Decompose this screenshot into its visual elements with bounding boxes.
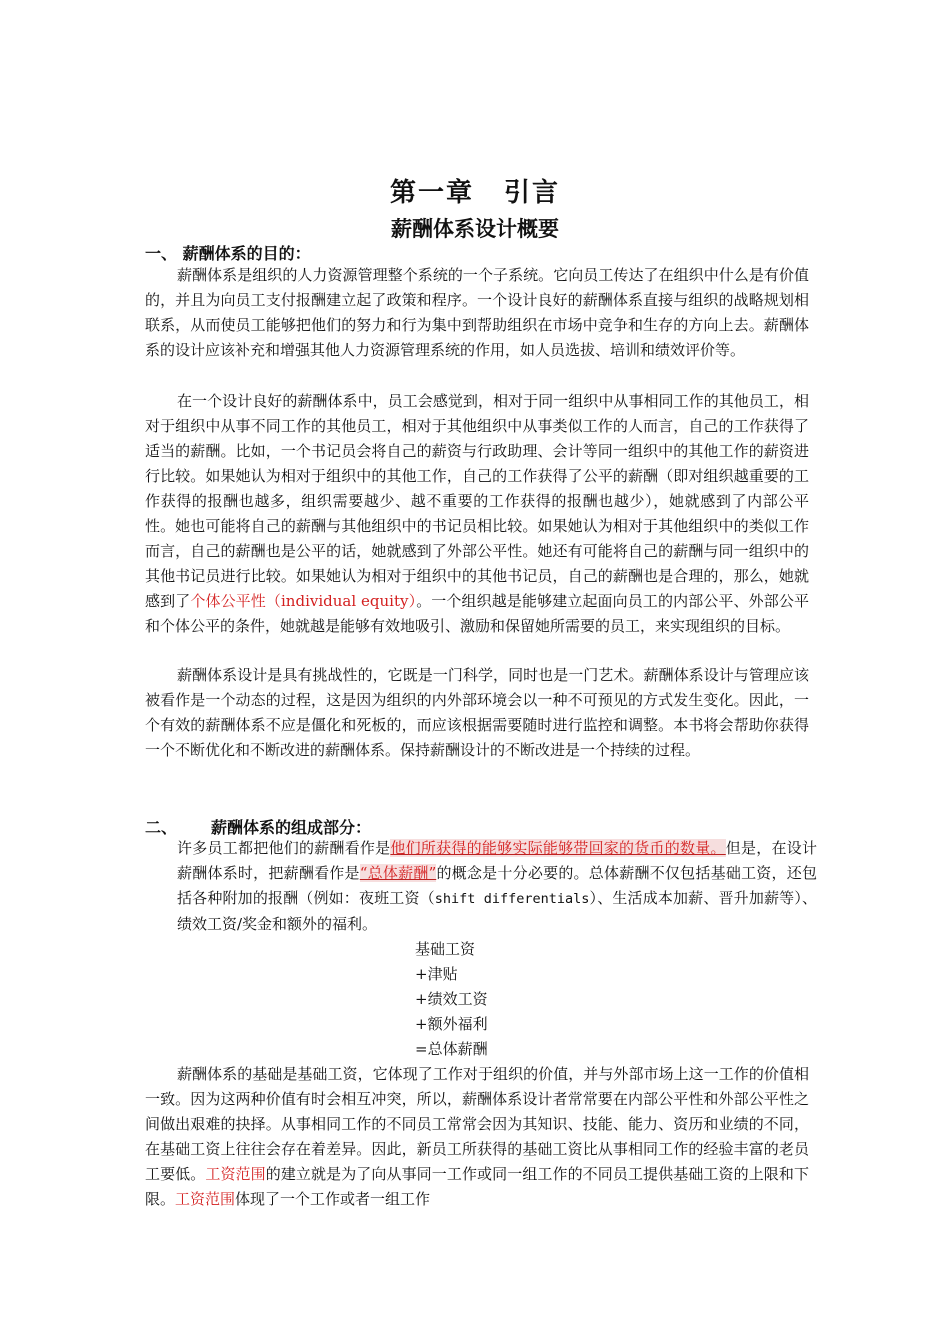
section-number-1: 一、 xyxy=(145,244,178,263)
paragraph-5-text-b: 的建立就是为了向从事同一工作或同一组工作的不同员工提供基础工资的上限和下限。 xyxy=(145,1165,809,1208)
total-compensation-highlight: “总体薪酬” xyxy=(359,864,437,882)
section-heading-2 xyxy=(145,815,371,838)
section-title-1: 薪酬体系的目的： xyxy=(182,244,311,263)
paragraph-4-text-d: ）、生活成本加薪、晋升加薪等）、绩效工资/奖金和额外的福利。 xyxy=(177,889,817,933)
total-compensation-formula xyxy=(415,937,488,1062)
paragraph-4 xyxy=(177,836,817,937)
formula-line: +额外福利 xyxy=(415,1015,488,1033)
paragraph-1: 薪酬体系是组织的人力资源管理整个系统的一个子系统。它向员工传达了在组织中什么是有价值的，并且为向员工支付报酬建立起了政策和程序。一个设计良好的薪酬体系直接与组织的战略规划相联系，从而使员工能够把他们的努力和行为集中到帮助组织在市场中竞争和生存的方向上去。薪酬体系的设计应该补充和增强其他人力资源管理系统的作用，如人员选拔、培训和绩效评价等。 xyxy=(145,266,809,359)
paragraph-5 xyxy=(145,1062,809,1212)
formula-line: +津贴 xyxy=(415,965,458,983)
shift-differentials-term: shift differentials xyxy=(434,891,590,907)
paragraph-4-text-b: 但是，在设计薪酬体系时，把薪酬看作是 xyxy=(177,839,817,882)
formula-line: 基础工资 xyxy=(415,940,476,958)
formula-line: =总体薪酬 xyxy=(415,1040,488,1058)
paragraph-2 xyxy=(145,389,809,639)
chapter-number: 第一章 xyxy=(389,178,474,208)
section-number-2: 二、 xyxy=(145,818,178,837)
chapter-name: 引言 xyxy=(504,178,561,208)
paragraph-5-text-c: 体现了一个工作或者一组工作 xyxy=(235,1190,431,1208)
take-home-pay-highlight: 他们所获得的能够实际能够带回家的货币的数量。 xyxy=(390,839,726,857)
document-subtitle: 薪酬体系设计概要 xyxy=(391,217,559,241)
paragraph-4-text-c: 的概念是十分必要的。总体薪酬不仅包括基础工资，还包括各种附加的报酬（例如：夜班工资（ xyxy=(177,864,817,907)
chapter-title xyxy=(0,172,950,209)
paragraph-4-text-a: 许多员工都把他们的薪酬看作是 xyxy=(177,839,391,857)
paragraph-2-text-b: 。一个组织越是能够建立起面向员工的内部公平、外部公平和个体公平的条件，她就越是能够有效地吸引、激励和保留她所需要的员工，来实现组织的目标。 xyxy=(145,592,809,635)
formula-line: +绩效工资 xyxy=(415,990,488,1008)
individual-equity-term: 个体公平性（individual equity） xyxy=(190,592,417,610)
paragraph-2-text-a: 在一个设计良好的薪酬体系中，员工会感觉到，相对于同一组织中从事相同工作的其他员工，相对于组织中从事不同工作的其他员工，相对于其他组织中从事类似工作的人而言，自己的工作获得了适当的薪酬。比如，一个书记员会将自己的薪资与行政助理、会计等同一组织中的其他工作的薪资进行比较。如果她认为相对于组织中的其他工作，自己的工作获得了公平的薪酬（即对组织越重要的工作获得的报酬也越多，组织需要越少、越不重要的工作获得的报酬也越少），她就感到了内部公平性。她也可能将自己的薪酬与其他组织中的书记员相比较。如果她认为相对于其他组织中的类似工作而言，自己的薪酬也是公平的话，她就感到了外部公平性。她还有可能将自己的薪酬与同一组织中的其他书记员进行比较。如果她认为相对于组织中的其他书记员，自己的薪酬也是合理的，那么，她就感到了 xyxy=(145,392,809,610)
paragraph-5-text-a: 薪酬体系的基础是基础工资，它体现了工作对于组织的价值，并与外部市场上这一工作的价值相一致。因为这两种价值有时会相互冲突，所以，薪酬体系设计者常常要在内部公平性和外部公平性之间做出艰难的抉择。从事相同工作的不同员工常常会因为其知识、技能、能力、资历和业绩的不同，在基础工资上往往会存在着差异。因此，新员工所获得的基础工资比从事相同工作的经验丰富的老员工要低。 xyxy=(145,1065,809,1183)
section-heading-1 xyxy=(145,241,311,264)
section-title-2: 薪酬体系的组成部分： xyxy=(211,818,372,837)
pay-range-term: 工资范围 xyxy=(175,1190,236,1208)
pay-range-term: 工资范围 xyxy=(205,1165,266,1183)
paragraph-3: 薪酬体系设计是具有挑战性的，它既是一门科学，同时也是一门艺术。薪酬体系设计与管理应该被看作是一个动态的过程，这是因为组织的内外部环境会以一种不可预见的方式发生变化。因此，一个有效的薪酬体系不应是僵化和死板的，而应该根据需要随时进行监控和调整。本书将会帮助你获得一个不断优化和不断改进的薪酬体系。保持薪酬设计的不断改进是一个持续的过程。 xyxy=(145,666,809,759)
